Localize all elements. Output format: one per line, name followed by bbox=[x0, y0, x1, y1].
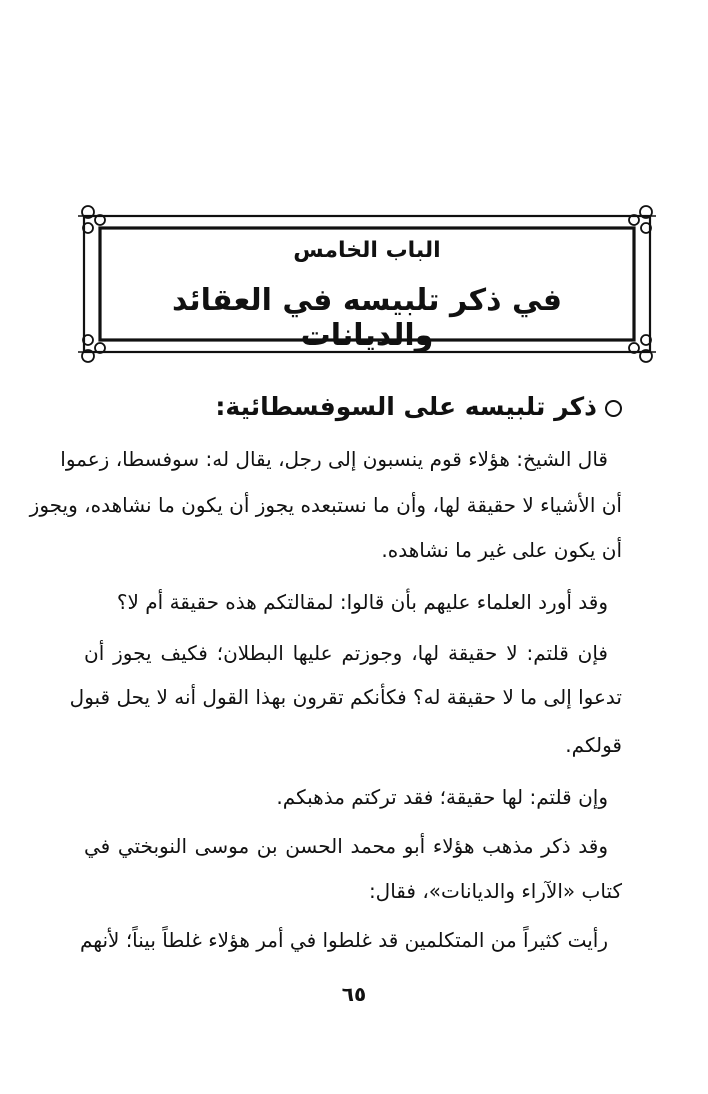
section-heading bbox=[215, 392, 622, 421]
bullet-circle-icon bbox=[605, 400, 622, 417]
section-heading-text: ذكر تلبيسه على السوفسطائية: bbox=[215, 392, 597, 421]
page-number: ٦٥ bbox=[341, 982, 367, 1006]
text-line: كتاب «الآراء والديانات»، فقال: bbox=[368, 879, 622, 903]
text-line: رأيت كثيراً من المتكلمين قد غلطوا في أمر هؤلاء غلطاً بيناً؛ لأنهم bbox=[79, 928, 608, 952]
text-line: وقد ذكر مذهب هؤلاء أبو محمد الحسن بن موسى النوبختي في bbox=[84, 834, 608, 858]
text-line: أن الأشياء لا حقيقة لها، وأن ما نستبعده يجوز أن يكون ما نشاهده، ويجوز bbox=[29, 493, 622, 517]
text-line: تدعوا إلى ما لا حقيقة له؟ فكأنكم تقرون بهذا القول أنه لا يحل قبول bbox=[69, 685, 622, 709]
text-line: وإن قلتم: لها حقيقة؛ فقد تركتم مذهبكم. bbox=[276, 785, 608, 809]
text-line: قال الشيخ: هؤلاء قوم ينسبون إلى رجل، يقال له: سوفسطا، زعموا bbox=[60, 447, 608, 471]
text-line: أن يكون على غير ما نشاهده. bbox=[381, 538, 622, 562]
text-line: قولكم. bbox=[565, 733, 622, 757]
text-line: وقد أورد العلماء عليهم بأن قالوا: لمقالتكم هذه حقيقة أم لا؟ bbox=[116, 590, 608, 614]
text-line: فإن قلتم: لا حقيقة لها، وجوزتم عليها البطلان؛ فكيف يجوز أن bbox=[84, 641, 608, 665]
chapter-title: في ذكر تلبيسه في العقائد والديانات bbox=[172, 283, 562, 353]
chapter-label: الباب الخامس bbox=[293, 238, 441, 263]
